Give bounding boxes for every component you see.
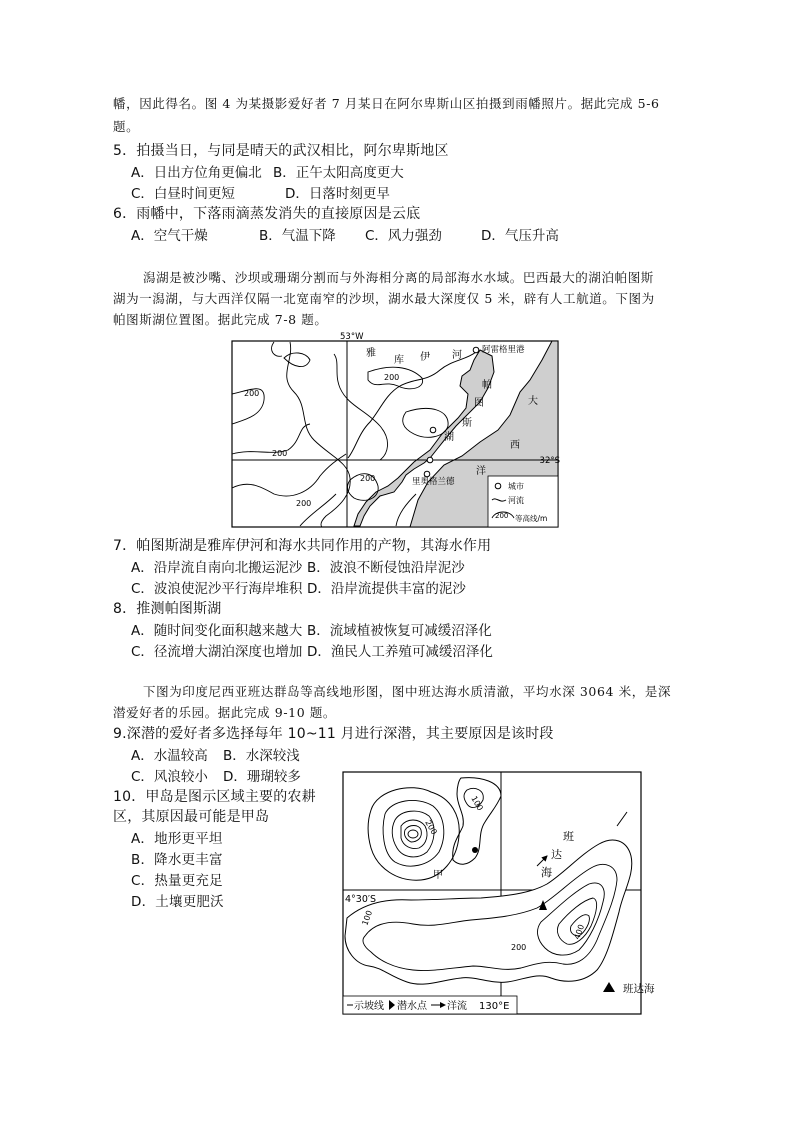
q7-option-b: B．波浪不断侵蚀沿岸泥沙	[307, 560, 465, 576]
ocean-name-2: 西	[510, 440, 520, 451]
q10-stem-line2: 区，其原因最可能是甲岛	[113, 809, 270, 825]
q7-option-a: A．沿岸流自南向北搬运泥沙	[131, 560, 303, 576]
contour-label: 100	[360, 909, 375, 927]
q9-options-row1	[131, 744, 300, 764]
q9-option-c: C．风浪较小	[131, 769, 208, 785]
legend-dive: 潜水点	[397, 1001, 427, 1012]
q5-option-d: D．日落时刻更早	[285, 186, 390, 202]
q10-option-c: C．热量更充足	[131, 873, 223, 889]
lon-label: 130°E	[479, 1001, 510, 1012]
q6-option-c: C．风力强劲	[365, 228, 442, 244]
intro-low-line2: 潜爱好者的乐园。据此完成 9-10 题。	[113, 705, 337, 720]
banda-islands-map	[341, 770, 655, 1016]
q9-option-a: A．水温较高	[131, 748, 208, 764]
q8-option-c: C．径流增大湖泊深度也增加	[131, 644, 303, 660]
q9-options-row2	[131, 765, 301, 785]
river-name-1: 雅	[366, 348, 376, 359]
q6-options	[131, 224, 559, 244]
contour-label: 200	[244, 389, 260, 398]
intro-low-line1: 下图为印度尼西亚班达群岛等高线地形图，图中班达海水质清澈，平均水深 3064 米，是深	[143, 684, 672, 699]
q8-option-b: B．流域植被恢复可减缓沼泽化	[307, 623, 492, 639]
dive-point	[472, 847, 478, 853]
lat-label: 32°S	[539, 456, 560, 466]
intro-mid-line2: 湖为一潟湖，与大西洋仅隔一北宽南窄的沙坝，湖水最大深度仅 5 米，辟有人工航道。下图为	[113, 291, 655, 306]
q7-stem: 7．帕图斯湖是雅库伊河和海水共同作用的产物，其海水作用	[113, 538, 492, 554]
contour-label: 200	[511, 943, 527, 952]
contour-label: 200	[296, 499, 312, 508]
q9-option-d: D．珊瑚较多	[223, 769, 301, 785]
q7-options-row2	[131, 577, 466, 597]
river-name-3: 伊	[420, 352, 430, 363]
q6-stem: 6．雨幡中，下落雨滴蒸发消失的直接原因是云底	[113, 206, 421, 222]
q5-options-row2	[131, 182, 390, 202]
q8-stem: 8．推测帕图斯湖	[113, 601, 222, 617]
contour-label: 200	[423, 818, 439, 837]
legend-contour: 等高线/m	[515, 514, 548, 523]
q5-option-c: C．白昼时间更短	[131, 186, 235, 202]
legend-city: 城市	[508, 482, 524, 491]
legend-current: 洋流	[447, 1001, 467, 1012]
q8-option-d: D．渔民人工养殖可减缓沼泽化	[307, 644, 493, 660]
lake-name-3: 斯	[462, 418, 472, 429]
city-marker	[430, 427, 436, 433]
city-marker	[427, 457, 433, 463]
ocean-name-3: 洋	[476, 466, 486, 477]
intro-top-line2: 题。	[113, 119, 140, 134]
city-marker-porto-alegre	[473, 347, 479, 353]
island-jia-label: 甲	[433, 870, 443, 881]
port-label: 阿雷格里港	[482, 345, 525, 355]
q6-option-d: D．气压升高	[481, 228, 559, 244]
patos-lagoon-map	[230, 330, 562, 530]
q6-option-b: B．气温下降	[259, 228, 336, 244]
q10-option-b: B．降水更丰富	[131, 852, 223, 868]
legend-contour-value: 200	[495, 512, 509, 520]
lake-name-2: 图	[474, 398, 484, 409]
lon-label: 53°W	[340, 332, 364, 342]
river-name-2: 库	[394, 355, 404, 366]
contour-label: 200	[360, 474, 376, 483]
ocean-name-1: 大	[528, 396, 538, 407]
intro-mid-line1: 潟湖是被沙嘴、沙坝或珊瑚分割而与外海相分离的局部海水水域。巴西最大的湖泊帕图斯	[143, 270, 654, 285]
map2-legend	[343, 996, 517, 1014]
legend-slope: 示坡线	[354, 1001, 384, 1012]
lat-label: 4°30′S	[345, 894, 377, 905]
contour-label: 400	[572, 923, 587, 941]
q8-options-row1	[131, 619, 492, 639]
contour-label: 100	[469, 794, 485, 813]
q8-option-a: A．随时间变化面积越来越大	[131, 623, 303, 639]
q10-option-a: A．地形更平坦	[131, 831, 223, 847]
contour-label: 200	[384, 373, 400, 382]
legend-river: 河流	[508, 496, 524, 505]
lake-name-1: 帕	[482, 380, 492, 391]
q7-option-d: D．沿岸流提供丰富的泥沙	[307, 581, 466, 597]
intro-top-line1: 幡，因此得名。图 4 为某摄影爱好者 7 月某日在阿尔卑斯山区拍摄到雨幡照片。据此完成 5-6	[113, 96, 660, 111]
sea-name-3: 海	[541, 866, 552, 879]
river-name-4: 河	[452, 350, 462, 361]
q10-option-d: D．土壤更肥沃	[131, 894, 224, 910]
map1-legend	[488, 476, 558, 527]
q5-option-b: B．正午太阳高度更大	[273, 165, 404, 181]
q10-stem-line1: 10．甲岛是图示区域主要的农耕	[113, 789, 316, 805]
intro-mid-line3: 帕图斯湖位置图。据此完成 7-8 题。	[113, 312, 328, 327]
sea-name-2: 达	[551, 848, 562, 861]
sea-label-bottom: 班达海	[623, 983, 655, 995]
q8-options-row2	[131, 640, 493, 660]
q6-option-a: A．空气干燥	[131, 228, 208, 244]
lake-name-4: 湖	[444, 432, 454, 443]
q9-option-b: B．水深较浅	[223, 748, 300, 764]
q5-stem: 5．拍摄当日，与同是晴天的武汉相比，阿尔卑斯地区	[113, 143, 449, 159]
legend-city-icon	[495, 483, 501, 489]
contour-label: 200	[272, 449, 288, 458]
q5-option-a: A．日出方位角更偏北	[131, 165, 262, 181]
q5-options-row1	[131, 161, 404, 181]
q9-stem: 9.深潜的爱好者多选择每年 10~11 月进行深潜，其主要原因是该时段	[113, 726, 554, 742]
q7-options-row1	[131, 556, 465, 576]
city-marker-rio-grande	[424, 471, 430, 477]
q7-option-c: C．波浪使泥沙平行海岸堆积	[131, 581, 303, 597]
city-label-rio-grande: 里奥格兰德	[412, 477, 455, 487]
sea-name-1: 班	[563, 830, 574, 843]
